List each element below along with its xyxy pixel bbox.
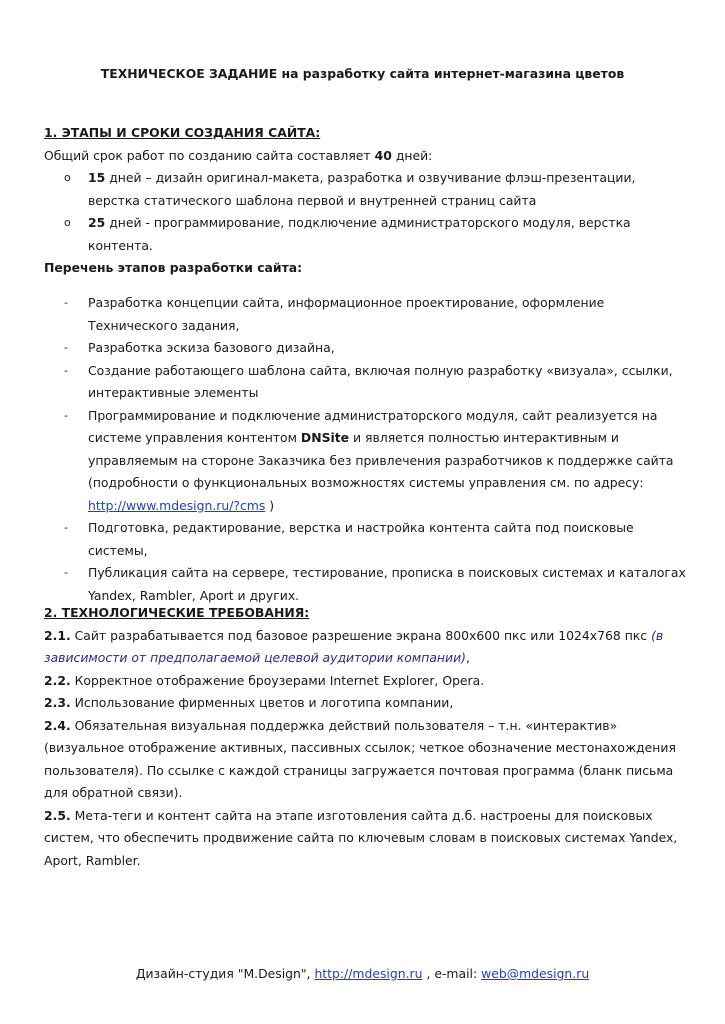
section1-heading: 1. ЭТАПЫ И СРОКИ СОЗДАНИЯ САЙТА:	[44, 125, 321, 140]
req-text: Использование фирменных цветов и логотипа компании,	[74, 695, 454, 710]
list-item	[0, 337, 725, 360]
item-text: и является полностью интерактивным и управляемым на стороне Заказчика без привлечения разработчиков к поддержке сайта (подробности о функциональных возможностях системы управления см. по адресу:	[88, 430, 674, 490]
req-text: ,	[465, 650, 470, 665]
list-item	[0, 517, 725, 562]
req-number: 2.2.	[44, 672, 71, 688]
item-text: дней - программирование, подключение администраторского модуля, верстка контента.	[88, 215, 631, 253]
circle-bullet-icon: o	[64, 171, 71, 184]
item-days: 25	[88, 215, 106, 230]
req-number: 2.3.	[44, 695, 71, 710]
total-text: Общий срок работ по созданию сайта составляет	[44, 147, 371, 163]
item-text: Подготовка, редактирование, верстка и настройка контента сайта под поисковые системы,	[88, 520, 634, 558]
list-item	[0, 562, 725, 607]
list-item	[0, 405, 725, 518]
item-text: )	[269, 497, 275, 513]
req-number: 2.5.	[44, 807, 71, 823]
email-link[interactable]: web@mdesign.ru	[481, 966, 590, 981]
total-days: 40	[374, 147, 392, 163]
section1	[44, 122, 694, 167]
document-title: ТЕХНИЧЕСКОЕ ЗАДАНИЕ на разработку сайта интернет-магазина цветов	[100, 66, 625, 81]
item-text: дней – дизайн оригинал-макета, разработка и озвучивание флэш-презентации, верстка статического шаблона первой и внутренней страниц сайта	[88, 170, 636, 208]
item-text: Публикация сайта на сервере, тестирование, прописка в поисковых системах и каталогах Yandex, Rambler, Aport и других.	[88, 565, 686, 603]
list-item	[0, 292, 725, 337]
dash-bullet-icon: -	[64, 296, 68, 309]
req-text: Мета-теги и контент сайта на этапе изготовления сайта д.б. настроены для поисковых систем, что обеспечить продвижение сайта по ключевым словам в поисковых системах Yandex, Aport, Rambler.	[44, 807, 678, 868]
item-text: Программирование и подключение администраторского модуля, сайт реализуется на системе управления контентом	[88, 407, 658, 445]
req-note: (в зависимости от предполагаемой целевой аудитории компании)	[44, 627, 664, 665]
requirement-2-2	[44, 670, 692, 693]
req-text: Сайт разрабатывается под базовое разрешение экрана 800х600 пкс или 1024х768 пкс	[74, 627, 648, 643]
requirement-2-5	[44, 805, 692, 873]
section1-total	[44, 145, 694, 168]
item-days: 15	[88, 170, 106, 185]
dash-bullet-icon: -	[64, 566, 68, 579]
stages-heading: Перечень этапов разработки сайта:	[44, 260, 303, 275]
item-bold-text: DNSite	[300, 430, 350, 445]
list-item	[0, 212, 725, 257]
item-text: Создание работающего шаблона сайта, включая полную разработку «визуала», ссылки, интерактивные элементы	[88, 362, 673, 400]
section2	[44, 602, 692, 872]
dash-bullet-icon: -	[64, 363, 68, 377]
item-text: Разработка концепции сайта, информационное проектирование, оформление Технического задания,	[88, 295, 605, 333]
footer-text: , e-mail:	[426, 966, 478, 981]
footer	[0, 963, 725, 986]
stages-list	[0, 292, 725, 607]
list-item	[0, 167, 725, 212]
requirement-2-3	[44, 692, 692, 715]
dash-bullet-icon: -	[64, 408, 68, 422]
requirement-2-1	[44, 625, 692, 670]
req-text: Корректное отображение броузерами Internet Explorer, Opera.	[74, 672, 485, 688]
footer-text: Дизайн-студия "M.Design",	[135, 966, 311, 981]
site-link[interactable]: http://mdesign.ru	[314, 966, 423, 981]
section1-list	[0, 167, 725, 257]
cms-link[interactable]: http://www.mdesign.ru/?cms	[88, 497, 266, 513]
req-number: 2.1.	[44, 627, 71, 643]
requirement-2-4	[44, 715, 692, 805]
dash-bullet-icon: -	[64, 521, 68, 534]
dash-bullet-icon: -	[64, 341, 68, 354]
list-item	[0, 360, 725, 405]
req-number: 2.4.	[44, 717, 71, 733]
total-days-unit: дней:	[395, 147, 433, 163]
stages-heading-block	[44, 257, 694, 280]
circle-bullet-icon: o	[64, 216, 71, 229]
item-text: Разработка эскиза базового дизайна,	[88, 340, 335, 355]
req-text: Обязательная визуальная поддержка действий пользователя – т.н. «интерактив» (визуальное отображение активных, пассивных ссылок; четкое обозначение местонахождения пользователя). По ссылке с каждой страницы загружается почтовая программа (бланк письма для обратной связи).	[44, 717, 676, 800]
section2-heading: 2. ТЕХНОЛОГИЧЕСКИЕ ТРЕБОВАНИЯ:	[44, 605, 310, 620]
